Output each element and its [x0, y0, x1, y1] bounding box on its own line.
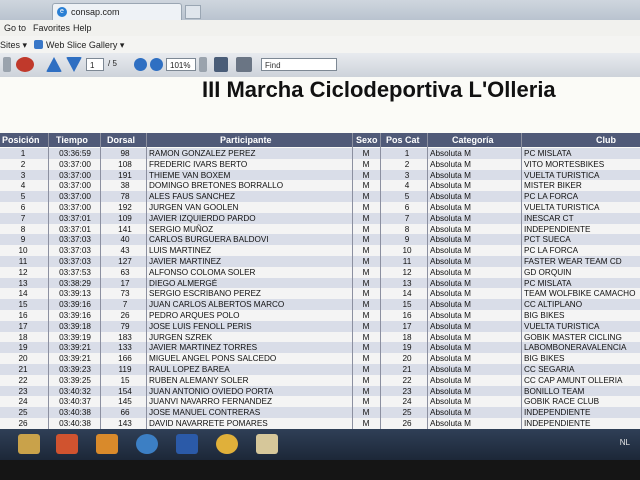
cell-categoria: Absoluta M	[430, 257, 471, 266]
documents-icon[interactable]	[256, 434, 278, 454]
cell-sexo: M	[362, 159, 370, 169]
cell-participante: PEDRO ARQUES POLO	[149, 311, 240, 320]
cell-club: INDEPENDIENTE	[524, 224, 591, 234]
cell-posicion: 14	[18, 289, 28, 299]
cell-participante: THIEME VAN BOXEM	[149, 170, 231, 180]
cell-posicion: 17	[18, 321, 28, 331]
cell-sexo: M	[362, 300, 370, 310]
table-row	[0, 375, 640, 386]
cell-categoria: Absoluta M	[430, 170, 471, 180]
acrobat-icon[interactable]	[16, 57, 34, 72]
cell-pos-cat: 14	[402, 289, 412, 299]
chrome-icon[interactable]	[216, 434, 238, 454]
cell-pos-cat: 11	[402, 257, 412, 266]
cell-pos-cat: 26	[402, 419, 412, 428]
new-tab-button[interactable]	[185, 5, 201, 19]
cell-participante: RUBEN ALEMANY SOLER	[149, 375, 249, 385]
cell-participante: JURGEN SZREK	[149, 332, 213, 342]
cell-pos-cat: 24	[402, 397, 412, 407]
cell-participante: DAVID NAVARRETE POMARES	[149, 419, 268, 428]
cell-sexo: M	[362, 419, 370, 428]
cell-dorsal: 192	[118, 203, 132, 212]
cell-pos-cat: 21	[402, 365, 412, 374]
zoom-dropdown-icon[interactable]	[199, 57, 207, 72]
cell-posicion: 23	[18, 386, 28, 396]
cell-tiempo: 03:40:38	[59, 419, 91, 428]
cell-posicion: 6	[20, 203, 26, 212]
table-row	[0, 418, 640, 429]
cell-participante: SERGIO ESCRIBANO PEREZ	[149, 289, 261, 299]
table-row	[0, 170, 640, 181]
cell-participante: JUANVI NAVARRO FERNANDEZ	[149, 397, 272, 407]
table-row	[0, 148, 640, 159]
zoom-input[interactable]: 101%	[166, 58, 196, 71]
tab-title: consap.com	[71, 7, 120, 17]
col-participante: Participante	[220, 135, 272, 145]
column-divider	[100, 133, 101, 429]
cell-posicion: 3	[20, 170, 26, 180]
cell-posicion: 7	[20, 213, 26, 223]
cell-categoria: Absoluta M	[430, 192, 471, 202]
cell-club: BONILLO TEAM	[524, 386, 585, 396]
cell-tiempo: 03:40:37	[59, 397, 91, 407]
cell-club: PC MISLATA	[524, 149, 572, 158]
cell-participante: RAUL LOPEZ BAREA	[149, 365, 230, 374]
cell-pos-cat: 3	[404, 170, 410, 180]
col-tiempo: Tiempo	[56, 135, 88, 145]
cell-tiempo: 03:38:29	[59, 278, 91, 288]
cell-pos-cat: 1	[404, 149, 410, 158]
cell-tiempo: 03:37:00	[59, 159, 91, 169]
cell-posicion: 24	[18, 397, 28, 407]
cell-participante: DOMINGO BRETONES BORRALLO	[149, 181, 284, 191]
cell-club: INDEPENDIENTE	[524, 419, 591, 428]
cell-sexo: M	[362, 343, 370, 353]
cell-tiempo: 03:37:00	[59, 181, 91, 191]
page-total: / 5	[108, 59, 117, 68]
cell-posicion: 1	[20, 149, 26, 158]
cell-pos-cat: 25	[402, 408, 412, 418]
file-explorer-icon[interactable]	[18, 434, 40, 454]
word-icon[interactable]	[176, 434, 198, 454]
next-page-icon[interactable]	[66, 57, 82, 72]
cell-pos-cat: 19	[402, 343, 412, 353]
cell-categoria: Absoluta M	[430, 300, 471, 310]
cell-participante: FREDERIC IVARS BERTO	[149, 159, 248, 169]
app-icon[interactable]	[96, 434, 118, 454]
cell-posicion: 2	[20, 159, 26, 169]
column-divider	[427, 133, 428, 429]
table-row	[0, 396, 640, 407]
cell-sexo: M	[362, 354, 370, 364]
menu-favorites[interactable]: Favorites	[33, 23, 71, 33]
cell-participante: RAMON GONZALEZ PEREZ	[149, 149, 256, 158]
cell-categoria: Absoluta M	[430, 181, 471, 191]
table-row	[0, 321, 640, 332]
cell-dorsal: 40	[120, 235, 130, 245]
results-table-header	[0, 133, 640, 147]
cell-dorsal: 141	[118, 224, 132, 234]
cell-categoria: Absoluta M	[430, 159, 471, 169]
cell-sexo: M	[362, 267, 370, 277]
zoom-in-icon[interactable]	[150, 58, 163, 71]
monitor-bezel	[0, 460, 640, 480]
cell-pos-cat: 8	[404, 224, 410, 234]
menu-bar	[0, 20, 640, 36]
cell-dorsal: 43	[120, 246, 130, 256]
pdf-toolbar	[0, 53, 640, 78]
cell-categoria: Absoluta M	[430, 397, 471, 407]
cell-club: GOBIK MASTER CICLING	[524, 332, 622, 342]
cell-pos-cat: 13	[402, 278, 412, 288]
cell-dorsal: 78	[120, 192, 130, 202]
column-divider	[352, 133, 353, 429]
cell-pos-cat: 20	[402, 354, 412, 364]
cell-categoria: Absoluta M	[430, 203, 471, 212]
table-row	[0, 213, 640, 224]
cell-dorsal: 166	[118, 354, 132, 364]
cell-participante: JOSE LUIS FENOLL PERIS	[149, 321, 252, 331]
favorites-sites[interactable]: Sites ▾	[0, 40, 28, 50]
cell-tiempo: 03:39:19	[59, 332, 91, 342]
cell-tiempo: 03:39:21	[59, 343, 91, 353]
cell-categoria: Absoluta M	[430, 246, 471, 256]
cell-posicion: 13	[18, 278, 28, 288]
cell-pos-cat: 10	[402, 246, 412, 256]
cell-club: VUELTA TURISTICA	[524, 203, 600, 212]
cell-tiempo: 03:37:01	[59, 213, 91, 223]
table-row	[0, 245, 640, 256]
cell-participante: JUAN CARLOS ALBERTOS MARCO	[149, 300, 285, 310]
cell-posicion: 21	[18, 365, 28, 374]
table-row	[0, 364, 640, 375]
cell-posicion: 16	[18, 311, 28, 320]
cell-posicion: 10	[18, 246, 28, 256]
cell-categoria: Absoluta M	[430, 235, 471, 245]
cell-club: TEAM WOLFBIKE CAMACHO	[524, 289, 636, 299]
cell-tiempo: 03:39:21	[59, 354, 91, 364]
cell-categoria: Absoluta M	[430, 278, 471, 288]
cell-pos-cat: 4	[404, 181, 410, 191]
cell-participante: JOSE MANUEL CONTRERAS	[149, 408, 261, 418]
table-row	[0, 407, 640, 418]
cell-dorsal: 17	[120, 278, 130, 288]
table-row	[0, 353, 640, 364]
cell-posicion: 11	[18, 257, 28, 266]
col-club: Club	[596, 135, 616, 145]
cell-posicion: 8	[20, 224, 26, 234]
media-player-icon[interactable]	[56, 434, 78, 454]
cell-tiempo: 03:39:13	[59, 289, 91, 299]
cell-tiempo: 03:40:32	[59, 386, 91, 396]
cell-posicion: 4	[20, 181, 26, 191]
cell-categoria: Absoluta M	[430, 408, 471, 418]
print-icon[interactable]	[236, 57, 252, 72]
ie-icon: e	[57, 7, 67, 17]
table-row	[0, 180, 640, 191]
cell-tiempo: 03:39:16	[59, 300, 91, 310]
cell-sexo: M	[362, 246, 370, 256]
cell-sexo: M	[362, 397, 370, 407]
cell-club: VITO MORTESBIKES	[524, 159, 605, 169]
cell-pos-cat: 15	[402, 300, 412, 310]
cell-dorsal: 143	[118, 419, 132, 428]
cell-sexo: M	[362, 235, 370, 245]
col-sexo: Sexo	[356, 135, 378, 145]
cell-club: VUELTA TURISTICA	[524, 170, 600, 180]
table-row	[0, 234, 640, 245]
cell-club: GOBIK RACE CLUB	[524, 397, 600, 407]
cell-sexo: M	[362, 192, 370, 202]
cell-posicion: 12	[18, 267, 28, 277]
cell-dorsal: 63	[120, 267, 130, 277]
cell-club: BIG BIKES	[524, 354, 565, 364]
cell-club: GD ORQUIN	[524, 267, 572, 277]
cell-club: PC MISLATA	[524, 278, 572, 288]
cell-posicion: 20	[18, 354, 28, 364]
menu-goto[interactable]: Go to	[4, 23, 27, 33]
col-posicion: Posición	[2, 135, 40, 145]
table-row	[0, 310, 640, 321]
cell-posicion: 9	[20, 235, 26, 245]
cell-club: FASTER WEAR TEAM CD	[524, 257, 622, 266]
cell-categoria: Absoluta M	[430, 375, 471, 385]
col-dorsal: Dorsal	[107, 135, 136, 145]
previous-page-icon[interactable]	[46, 57, 62, 72]
cell-dorsal: 98	[120, 149, 130, 158]
cell-tiempo: 03:37:53	[59, 267, 91, 277]
cell-dorsal: 26	[120, 311, 130, 320]
cell-sexo: M	[362, 289, 370, 299]
cell-pos-cat: 17	[402, 321, 412, 331]
cell-dorsal: 133	[118, 343, 132, 353]
cell-participante: JAVIER IZQUIERDO PARDO	[149, 213, 256, 223]
cell-tiempo: 03:39:25	[59, 375, 91, 385]
cell-sexo: M	[362, 170, 370, 180]
cell-participante: LUIS MARTINEZ	[149, 246, 212, 256]
browser-icon[interactable]	[136, 434, 158, 454]
cell-categoria: Absoluta M	[430, 419, 471, 428]
cell-club: PCT SUECA	[524, 235, 571, 245]
cell-dorsal: 7	[122, 300, 128, 310]
toolbar-grip	[3, 57, 11, 72]
cell-sexo: M	[362, 311, 370, 320]
cell-sexo: M	[362, 365, 370, 374]
cell-posicion: 26	[18, 419, 28, 428]
table-row	[0, 386, 640, 397]
cell-categoria: Absoluta M	[430, 321, 471, 331]
cell-participante: JAVIER MARTINEZ	[149, 257, 222, 266]
cell-tiempo: 03:37:00	[59, 192, 91, 202]
cell-dorsal: 73	[120, 289, 130, 299]
cell-pos-cat: 16	[402, 311, 412, 320]
taskbar	[0, 429, 640, 460]
cell-club: VUELTA TURISTICA	[524, 321, 600, 331]
cell-club: MISTER BIKER	[524, 181, 582, 191]
cell-dorsal: 15	[120, 375, 130, 385]
cell-participante: MIGUEL ANGEL PONS SALCEDO	[149, 354, 277, 364]
browser-tab-bar	[0, 0, 640, 20]
cell-sexo: M	[362, 321, 370, 331]
cell-participante: DIEGO ALMERGÉ	[149, 278, 218, 288]
cell-participante: JAVIER MARTINEZ TORRES	[149, 343, 258, 353]
table-row	[0, 159, 640, 170]
column-divider	[146, 133, 147, 429]
cell-categoria: Absoluta M	[430, 365, 471, 374]
cell-posicion: 19	[18, 343, 28, 353]
cell-dorsal: 66	[120, 408, 130, 418]
cell-tiempo: 03:39:18	[59, 321, 91, 331]
cell-tiempo: 03:39:23	[59, 365, 91, 374]
cell-tiempo: 03:37:01	[59, 224, 91, 234]
cell-dorsal: 183	[118, 332, 132, 342]
cell-tiempo: 03:40:38	[59, 408, 91, 418]
cell-club: CC SEGARIA	[524, 365, 575, 374]
column-divider	[521, 133, 522, 429]
cell-sexo: M	[362, 224, 370, 234]
cell-dorsal: 108	[118, 159, 132, 169]
table-row	[0, 278, 640, 289]
cell-sexo: M	[362, 386, 370, 396]
table-row	[0, 288, 640, 299]
cell-participante: JUAN ANTONIO OVIEDO PORTA	[149, 386, 274, 396]
cell-sexo: M	[362, 332, 370, 342]
cell-sexo: M	[362, 149, 370, 158]
cell-categoria: Absoluta M	[430, 332, 471, 342]
cell-tiempo: 03:39:16	[59, 311, 91, 320]
web-slice-icon	[34, 40, 43, 49]
save-icon[interactable]	[214, 57, 228, 72]
table-row	[0, 224, 640, 235]
zoom-out-icon[interactable]	[134, 58, 147, 71]
cell-participante: JURGEN VAN GOOLEN	[149, 203, 239, 212]
cell-categoria: Absoluta M	[430, 343, 471, 353]
cell-tiempo: 03:37:03	[59, 246, 91, 256]
cell-posicion: 22	[18, 375, 28, 385]
cell-sexo: M	[362, 375, 370, 385]
cell-tiempo: 03:36:59	[59, 149, 91, 158]
cell-sexo: M	[362, 181, 370, 191]
cell-dorsal: 145	[118, 397, 132, 407]
cell-club: INESCAR CT	[524, 213, 574, 223]
col-categoria: Categoría	[452, 135, 494, 145]
cell-participante: SERGIO MUÑOZ	[149, 224, 214, 234]
cell-posicion: 25	[18, 408, 28, 418]
cell-categoria: Absoluta M	[430, 149, 471, 158]
pdf-page	[0, 77, 640, 429]
cell-posicion: 5	[20, 192, 26, 202]
find-input[interactable]: Find	[261, 58, 337, 71]
cell-club: CC ALTIPLANO	[524, 300, 583, 310]
cell-participante: CARLOS BURGUERA BALDOVI	[149, 235, 269, 245]
cell-club: PC LA FORCA	[524, 192, 579, 202]
cell-pos-cat: 5	[404, 192, 410, 202]
table-row	[0, 342, 640, 353]
table-row	[0, 191, 640, 202]
cell-sexo: M	[362, 278, 370, 288]
table-row	[0, 202, 640, 213]
cell-tiempo: 03:37:03	[59, 257, 91, 266]
cell-sexo: M	[362, 257, 370, 266]
cell-categoria: Absoluta M	[430, 213, 471, 223]
cell-sexo: M	[362, 213, 370, 223]
cell-dorsal: 38	[120, 181, 130, 191]
cell-categoria: Absoluta M	[430, 267, 471, 277]
table-row	[0, 256, 640, 267]
cell-sexo: M	[362, 203, 370, 212]
cell-pos-cat: 22	[402, 375, 412, 385]
cell-club: BIG BIKES	[524, 311, 565, 320]
cell-pos-cat: 18	[402, 332, 412, 342]
cell-dorsal: 127	[118, 257, 132, 266]
tray-language[interactable]: NL	[619, 438, 630, 447]
cell-posicion: 18	[18, 332, 28, 342]
cell-dorsal: 191	[118, 170, 132, 180]
cell-categoria: Absoluta M	[430, 224, 471, 234]
menu-help[interactable]: Help	[73, 23, 92, 33]
cell-club: INDEPENDIENTE	[524, 408, 591, 418]
cell-sexo: M	[362, 408, 370, 418]
column-divider	[380, 133, 381, 429]
document-title: III Marcha Ciclodeportiva L'Olleria	[202, 77, 556, 102]
cell-dorsal: 109	[118, 213, 132, 223]
cell-tiempo: 03:37:00	[59, 170, 91, 180]
cell-pos-cat: 12	[402, 267, 412, 277]
cell-categoria: Absoluta M	[430, 311, 471, 320]
cell-categoria: Absoluta M	[430, 289, 471, 299]
cell-categoria: Absoluta M	[430, 386, 471, 396]
cell-pos-cat: 23	[402, 386, 412, 396]
cell-tiempo: 03:37:00	[59, 203, 91, 212]
cell-pos-cat: 6	[404, 203, 410, 212]
table-row	[0, 267, 640, 278]
cell-pos-cat: 7	[404, 213, 410, 223]
page-number-input[interactable]: 1	[86, 58, 104, 71]
favorites-web-slice-gallery[interactable]: Web Slice Gallery ▾	[46, 40, 125, 50]
browser-tab[interactable]	[52, 3, 182, 20]
cell-participante: ALES FAUS SANCHEZ	[149, 192, 235, 202]
table-row	[0, 332, 640, 343]
cell-dorsal: 154	[118, 386, 132, 396]
favorites-bar	[0, 36, 640, 54]
cell-tiempo: 03:37:03	[59, 235, 91, 245]
table-row	[0, 299, 640, 310]
cell-participante: ALFONSO COLOMA SOLER	[149, 267, 256, 277]
col-pos-cat: Pos Cat	[386, 135, 420, 145]
cell-dorsal: 79	[120, 321, 130, 331]
cell-club: PC LA FORCA	[524, 246, 579, 256]
cell-posicion: 15	[18, 300, 28, 310]
cell-club: CC CAP AMUNT OLLERIA	[524, 375, 623, 385]
column-divider	[48, 133, 49, 429]
cell-categoria: Absoluta M	[430, 354, 471, 364]
cell-club: LABOMBONERAVALENCIA	[524, 343, 627, 353]
cell-pos-cat: 9	[404, 235, 410, 245]
cell-pos-cat: 2	[404, 159, 410, 169]
cell-dorsal: 119	[118, 365, 132, 374]
